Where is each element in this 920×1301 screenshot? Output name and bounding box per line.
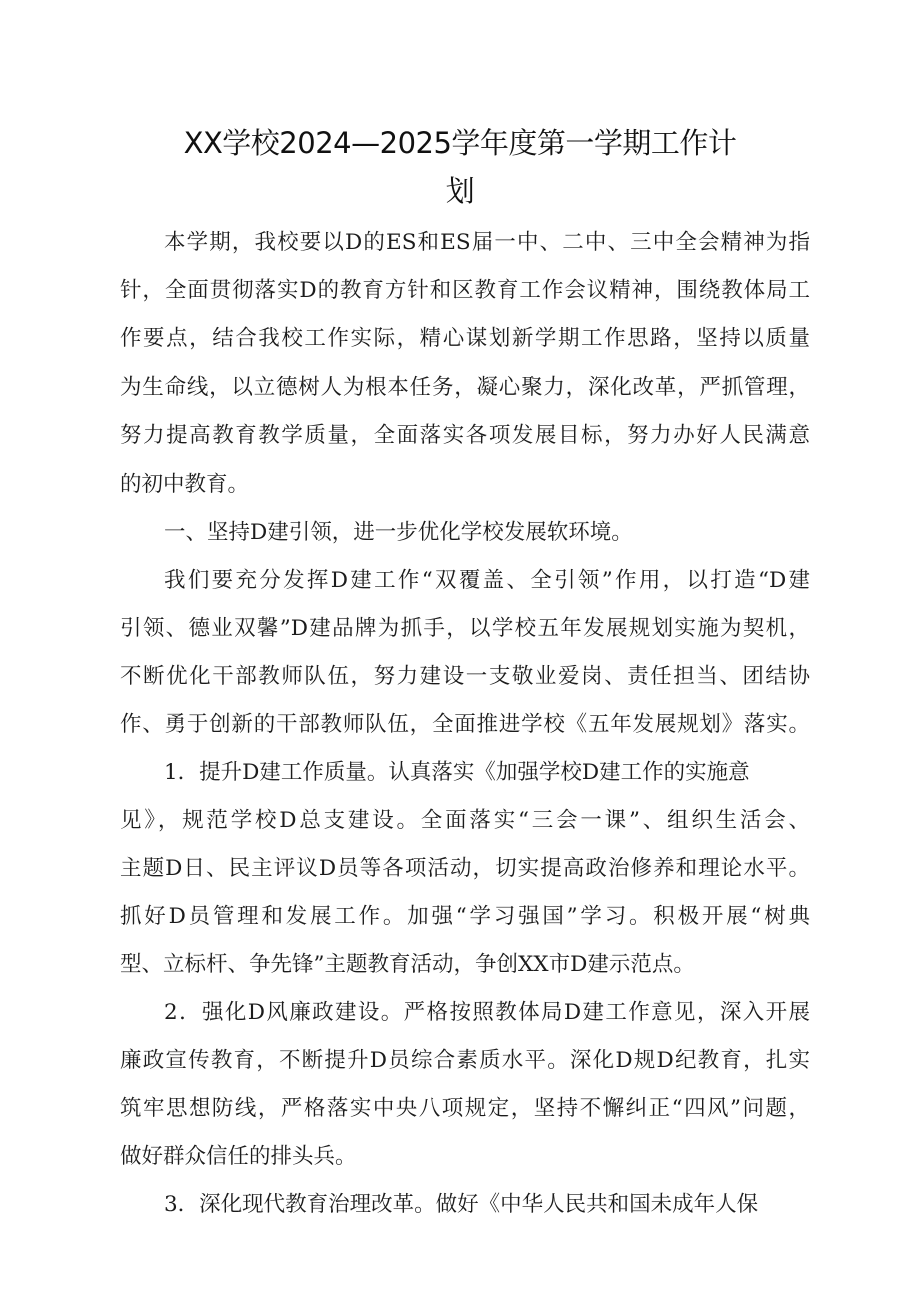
item-2-line-3: 筑牢思想防线，严格落实中央八项规定，坚持不懈纠正“四风”问题， — [120, 1096, 810, 1121]
body-line-3: 作要点，结合我校工作实际，精心谋划新学期工作思路，坚持以质量 — [120, 326, 810, 351]
item-2-line-2: 廉政宣传教育，不断提升D员综合素质水平。深化D规D纪教育，扎实 — [120, 1048, 810, 1073]
body-line-2: 针，全面贯彻落实D的教育方针和区教育工作会议精神，围绕教体局工 — [120, 278, 810, 303]
document-title-line-2: 划 — [445, 174, 475, 208]
body-line-5: 努力提高教育教学质量，全面落实各项发展目标，努力办好人民满意 — [120, 423, 810, 448]
body-line-6: 的初中教育。 — [120, 472, 250, 497]
item-3-line-1: 3．深化现代教育治理改革。做好《中华人民共和国未成年人保 — [164, 1192, 759, 1217]
document-title-line-1: XX学校2024—2025学年度第一学期工作计 — [183, 126, 737, 160]
section-heading-1: 一、坚持D建引领，进一步优化学校发展软环境。 — [164, 520, 633, 545]
item-1-line-3: 主题D日、民主评议D员等各项活动，切实提高政治修养和理论水平。 — [120, 856, 810, 881]
item-1-line-5: 型、立标杆、争先锋”主题教育活动，争创XX市D建示范点。 — [120, 952, 695, 977]
body-line-8: 我们要充分发挥D建工作“双覆盖、全引领”作用，以打造“D建 — [164, 568, 810, 593]
body-line-4: 为生命线，以立德树人为根本任务，凝心聚力，深化改革，严抓管理， — [120, 375, 810, 400]
item-2-line-1: 2．强化D风廉政建设。严格按照教体局D建工作意见，深入开展 — [164, 1000, 810, 1025]
body-line-9: 引领、德业双馨”D建品牌为抓手，以学校五年发展规划实施为契机， — [120, 616, 810, 641]
item-1-line-1: 1．提升D建工作质量。认真落实《加强学校D建工作的实施意 — [164, 760, 750, 785]
body-line-1: 本学期，我校要以D的ES和ES届一中、二中、三中全会精神为指 — [164, 230, 810, 255]
item-1-line-2: 见》，规范学校D总支建设。全面落实“三会一课”、组织生活会、 — [120, 808, 810, 833]
item-2-line-4: 做好群众信任的排头兵。 — [120, 1144, 357, 1169]
body-line-10: 不断优化干部教师队伍，努力建设一支敬业爱岗、责任担当、团结协 — [120, 664, 810, 689]
item-1-line-4: 抓好D员管理和发展工作。加强“学习强国”学习。积极开展“树典 — [120, 904, 810, 929]
body-line-11: 作、勇于创新的干部教师队伍，全面推进学校《五年发展规划》落实。 — [120, 712, 810, 737]
